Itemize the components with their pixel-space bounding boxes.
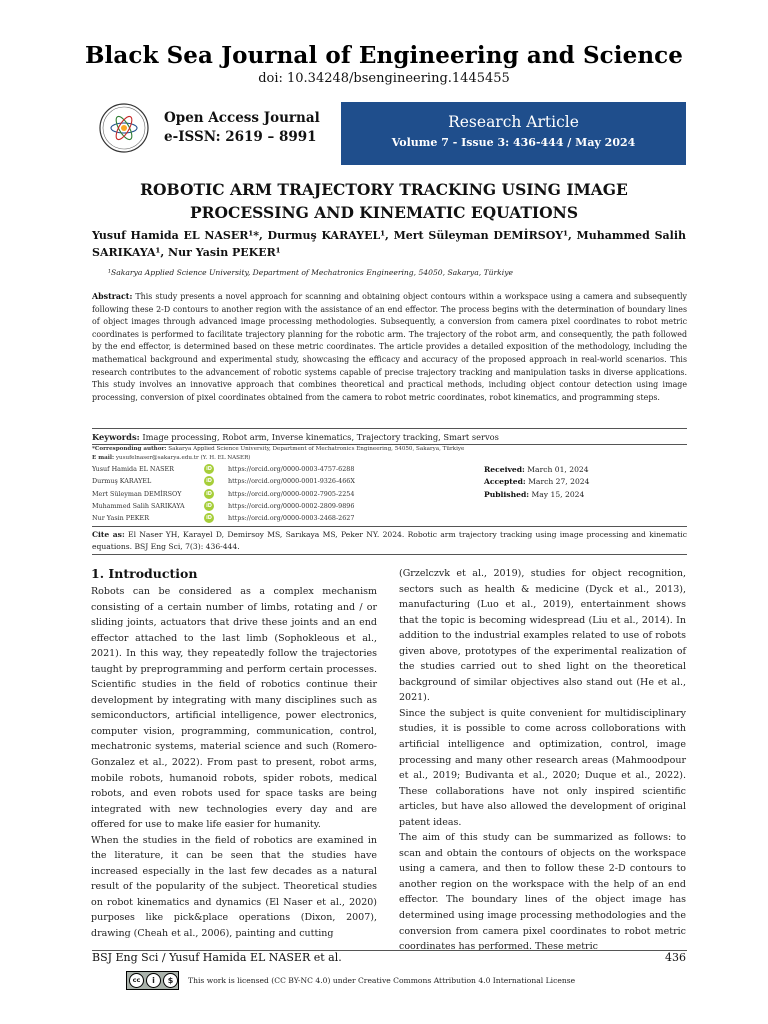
orcid-icon[interactable]: iD [204, 464, 214, 474]
paper-title [60, 178, 708, 224]
journal-title: Black Sea Journal of Engineering and Science [84, 42, 684, 69]
date-label: Received: [484, 465, 525, 474]
divider [92, 526, 687, 527]
article-type: Research Article [448, 113, 579, 131]
corresponding-text: Sakarya Applied Science University, Department of Mechatronics Engineering, 54050, Sakarya, Türkiye [168, 446, 465, 452]
running-footer: BSJ Eng Sci / Yusuf Hamida EL NASER et al. [92, 951, 342, 964]
body-column-right [399, 566, 686, 955]
divider [92, 554, 687, 555]
abstract [92, 291, 687, 404]
orcid-author-name: Durmuş KARAYEL [92, 477, 152, 486]
orcid-row [92, 502, 392, 514]
accepted-date [484, 477, 684, 489]
license-text: This work is licensed (CC BY-NC 4.0) under Creative Commons Attribution 4.0 International License [188, 976, 576, 985]
abstract-text: This study presents a novel approach for scanning and obtaining object contours within a workspace using a camera and subsequently following these 2-D contours to another region with the assistance of an end effector. The process begins with the determination of boundary lines of object images through advanced image processing methodologies. Subsequently, a conversion from camera pixel coordinates to robot metric coordinates is performed to facilitate trajectory planning for the robotic arm. The trajectory of the robot arm, and consequently, the path followed by the end effector, is determined based on these metric coordinates. The article provides a detailed exposition of the methodology, including the mathematical background and experimental study, showcasing the efficacy and accuracy of the proposed approach in real-world scenarios. This research contributes to the advancement of robotic systems capable of precise trajectory tracking and manipulation tasks in diverse applications. This study involves an innovative approach that combines theoretical and practical methods, including object contour detection using image processing, conversion of pixel coordinates obtained from the camera to robot metric coordinates, robot kinematics, and programming steps. [92, 292, 687, 402]
paper-title-line-1: ROBOTIC ARM TRAJECTORY TRACKING USING IMAGE [140, 180, 628, 199]
received-date [484, 465, 684, 477]
by-icon: i [146, 973, 161, 988]
email-label: E mail: [92, 454, 115, 461]
volume-info: Volume 7 - Issue 3: 436-444 / May 2024 [391, 136, 636, 149]
orcid-list [92, 465, 392, 526]
date-value: March 01, 2024 [527, 465, 589, 474]
page-number: 436 [665, 951, 686, 964]
date-value: May 15, 2024 [531, 489, 585, 499]
corresponding-label: *Corresponding author: [92, 446, 167, 452]
date-label: Accepted: [484, 477, 526, 487]
affiliation: ¹Sakarya Applied Science University, Department of Mechatronics Engineering, 54050, Sakarya, Türkiye [108, 268, 513, 277]
body-paragraph: The aim of this study can be summarized as follows: to scan and obtain the contours of objects on the workspace using a camera, and then to follow these 2-D contours to another region on the workspace with the help of an end effector. The boundary lines of the object image has determined using image processing methodologies and the conversion from camera pixel coordinates to robot metric coordinates has performed. These metric [399, 832, 686, 953]
keywords-text: Image processing, Robot arm, Inverse kinematics, Trajectory tracking, Smart servos [142, 432, 499, 442]
abstract-label: Abstract: [92, 292, 133, 301]
orcid-row [92, 465, 392, 477]
orcid-author-name: Muhammed Salih SARIKAYA [92, 501, 185, 510]
citation [92, 529, 687, 552]
keywords-label: Keywords: [92, 432, 140, 442]
journal-logo-icon [93, 102, 155, 154]
doi[interactable]: doi: 10.34248/bsengineering.1445455 [258, 71, 510, 86]
orcid-link[interactable]: https://orcid.org/0000-0002-2809-9896 [228, 501, 355, 510]
date-label: Published: [484, 489, 530, 499]
keywords [92, 432, 687, 442]
orcid-author-name: Mert Süleyman DEMİRSOY [92, 489, 182, 498]
section-heading: 1. Introduction [91, 566, 198, 581]
corresponding-author [92, 445, 687, 462]
orcid-row [92, 490, 392, 502]
orcid-icon[interactable]: iD [204, 513, 214, 523]
orcid-link[interactable]: https://orcid.org/0000-0003-2468-2627 [228, 514, 355, 523]
eissn: e-ISSN: 2619 – 8991 [164, 129, 317, 145]
publication-dates [484, 465, 684, 502]
orcid-icon[interactable]: iD [204, 476, 214, 486]
author-list: Yusuf Hamida EL NASER¹*, Durmuş KARAYEL¹, Mert Süleyman DEMİRSOY¹, Muhammed Salih SARIKAYA¹, Nur Yasin PEKER¹ [92, 229, 686, 259]
cc-icon: cc [129, 973, 144, 988]
date-value: March 27, 2024 [528, 477, 590, 487]
body-column-left [91, 566, 377, 942]
orcid-author-name: Yusuf Hamida EL NASER [92, 465, 174, 473]
orcid-link[interactable]: https://orcid.org/0000-0003-4757-6288 [228, 465, 355, 473]
orcid-link[interactable]: https://orcid.org/0000-0001-9326-466X [228, 477, 355, 486]
body-paragraph: When the studies in the field of robotics are examined in the literature, it can be seen that the studies have increased especially in the last few decades as a natural result of the popularity of the subject. Theoretical studies on robot kinematics and dynamics (El Naser et al., 2020) purposes like pick&place operations (Dixon, 2007), drawing (Cheah et al., 2006), painting and cutting [91, 834, 377, 940]
orcid-row [92, 477, 392, 489]
divider [92, 428, 687, 429]
orcid-row [92, 514, 392, 526]
orcid-link[interactable]: https://orcid.org/0000-0002-7905-2254 [228, 489, 355, 498]
orcid-icon[interactable]: iD [204, 489, 214, 499]
orcid-icon[interactable]: iD [204, 501, 214, 511]
published-date [484, 490, 684, 502]
body-paragraph: (Grzelczvk et al., 2019), studies for object recognition, sectors such as health & medicine (Dyck et al., 2013), manufacturing (Luo et al., 2019), entertainment shows that the topic is becoming widespread (Liu et al., 2014). In addition to the industrial examples related to use of robots given above, prototypes of the experimental realization of the studies carried out to shed light on the theoretical background of similar objectives also stand out (He et al., 2021). [399, 568, 686, 704]
email-text[interactable]: yusufelnaser@sakarya.edu.tr (Y. H. EL NASER) [115, 454, 251, 461]
body-paragraph: Robots can be considered as a complex mechanism consisting of a certain number of limbs, rotating and / or sliding joints, actuators that drive these joints and an end effector attached to the last limb (Sophokleous et al., 2021). In this way, they repeatedly follow the trajectories taught by preprogramming and perform certain processes. Scientific studies in the field of robotics continue their development by integrating with many disciplines such as semiconductors, artificial intelligence, power electronics, computer vision, programming, communication, control, mechatronic systems, material science and such (Romero-Gonzalez et al., 2022). From past to present, robot arms, mobile robots, humanoid robots, spider robots, medical robots, and even robots used for space tasks are being integrated with new technologies every day and are offered for use to make life easier for humanity. [91, 586, 377, 831]
paper-title-line-2: PROCESSING AND KINEMATIC EQUATIONS [189, 203, 579, 222]
body-paragraph: Since the subject is quite convenient for multidisciplinary studies, it is possible to come across colloborations with artificial intelligence and optimization, control, image processing and many other research areas (Mahmoodpour et al., 2019; Budivanta et al., 2020; Duque et al., 2022). These collaborations have not only inspired scientific articles, but have also allowed the development of original patent ideas. [399, 707, 686, 828]
article-type-banner [341, 102, 686, 165]
cite-text: El Naser YH, Karayel D, Demirsoy MS, Sarıkaya MS, Peker NY. 2024. Robotic arm trajectory tracking using image processing and kinematic equations. BSJ Eng Sci, 7(3): 436-444. [92, 530, 687, 551]
cc-license-badge[interactable] [126, 971, 179, 990]
orcid-author-name: Nur Yasin PEKER [92, 514, 150, 523]
cite-label: Cite as: [92, 530, 125, 539]
open-access-block [164, 110, 320, 145]
nc-icon: $ [163, 973, 178, 988]
open-access-label: Open Access Journal [164, 110, 320, 126]
